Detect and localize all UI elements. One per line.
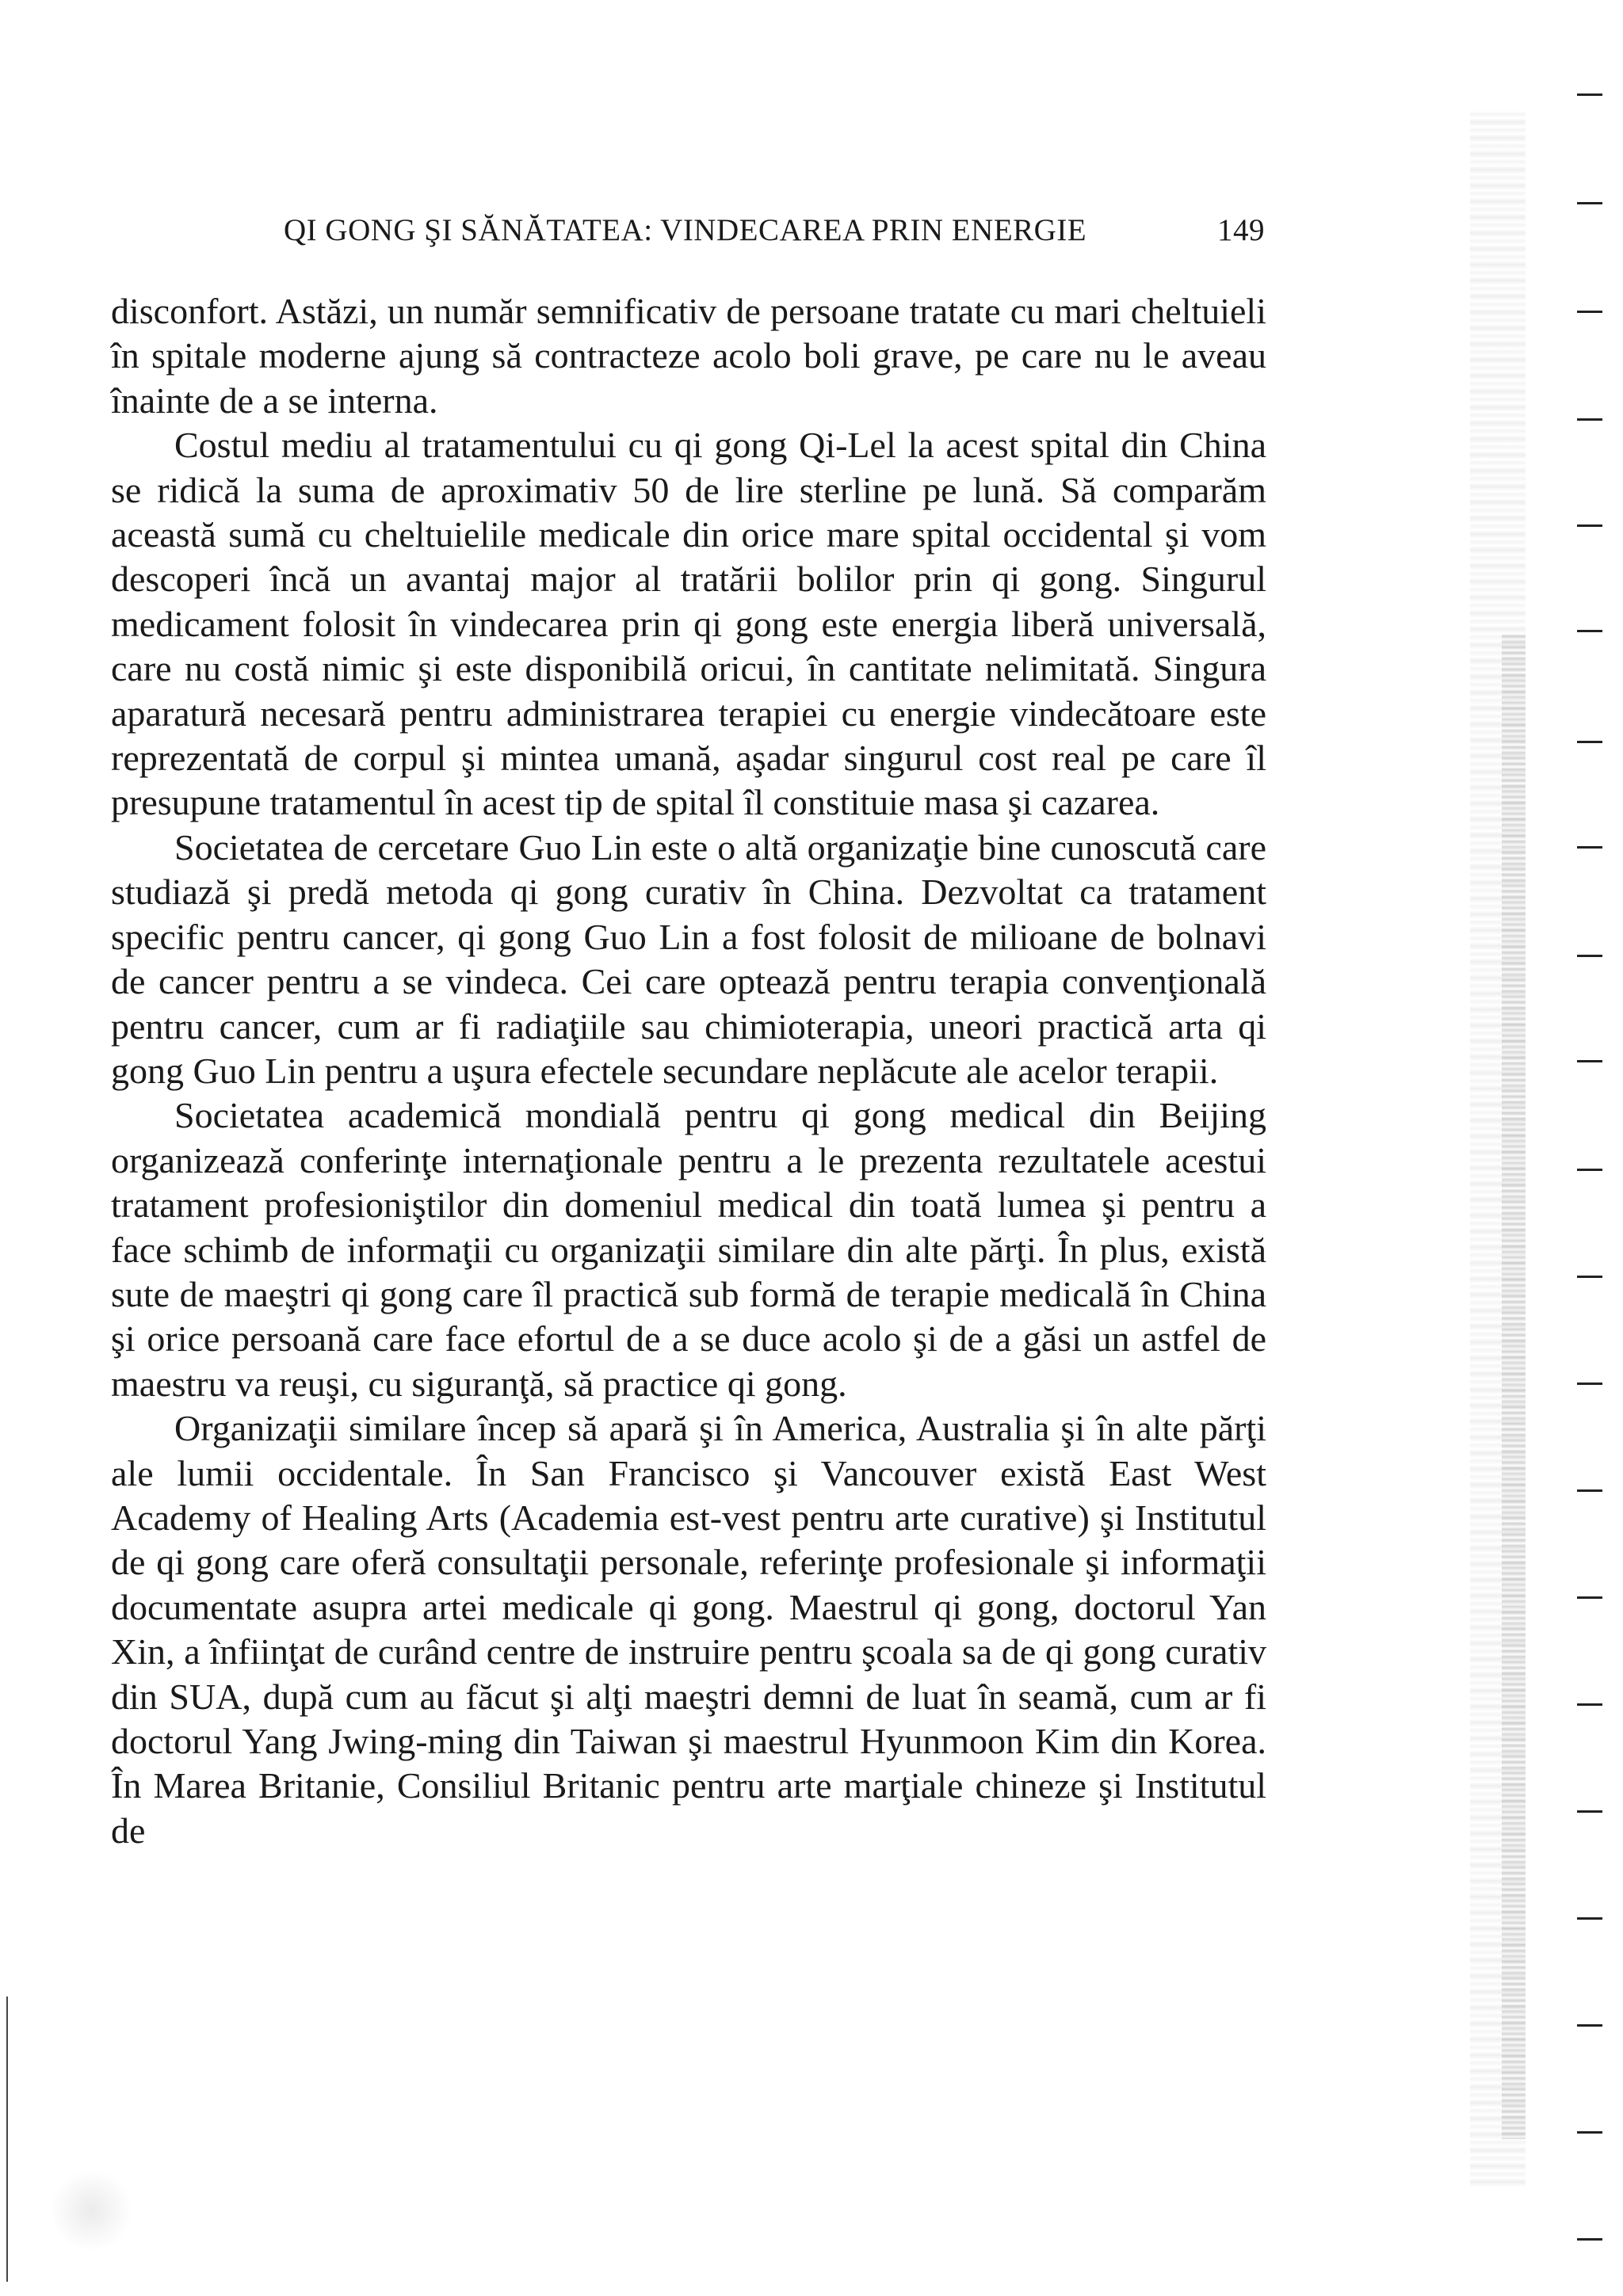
margin-tick xyxy=(1577,1060,1602,1062)
paragraph: Societatea academică mondială pentru qi gong medical din Beijing organizează conferinţe internaţionale pentru a le prezenta rezultatele acestui tratament profesioniştilor din domeniul medical din toată lumea şi pentru a face schimb de informaţii cu organizaţii similare din alte părţi. În plus, există sute de maeştri qi gong care îl practică sub formă de terapie medicală în China şi orice persoană care face efortul de a se duce acolo şi de a găsi un astfel de maestru va reuşi, cu siguranţă, să practice qi gong. xyxy=(111,1095,1266,1404)
scan-left-edge xyxy=(6,1997,8,2282)
page-number: 149 xyxy=(1217,213,1265,247)
running-title: QI GONG ŞI SĂNĂTATEA: VINDECAREA PRIN ENERGIE xyxy=(284,213,1087,247)
paragraph: Societatea de cercetare Guo Lin este o altă organizaţie bine cunoscută care studiază şi predă metoda qi gong curativ în China. Dezvoltat ca tratament specific pentru cancer, qi gong Guo Lin a fost folosit de milioane de bolnavi de cancer pentru a se vindeca. Cei care optează pentru terapia convenţională pentru cancer, cum ar fi radiaţiile sau chimioterapia, uneori practică arta qi gong Guo Lin pentru a uşura efectele secundare neplăcute ale acelor terapii. xyxy=(111,826,1266,1091)
margin-tick xyxy=(1577,1703,1602,1706)
margin-tick xyxy=(1577,955,1602,957)
margin-tick xyxy=(1577,2238,1602,2241)
paragraph: Costul mediu al tratamentului cu qi gong Qi-Lel la acest spital din China se ridică la suma de aproximativ 50 de lire sterline pe lună. Să comparăm această sumă cu cheltuielile medicale din orice mare spital occidental şi vom descoperi încă un avantaj major al tratării bolilor prin qi gong. Singurul medicament folosit în vindecarea prin qi gong este energia liberă universală, care nu costă nimic şi este disponibilă oricui, în cantitate nelimitată. Singura aparatură necesară pentru administrarea terapiei cu energie vindecătoare este reprezentată de corpul şi mintea umană, aşadar singurul cost real pe care îl presupune tratamentul în acest tip de spital îl constituie masa şi cazarea. xyxy=(111,425,1266,823)
margin-tick xyxy=(1577,1169,1602,1171)
scan-smudge xyxy=(48,2171,135,2250)
margin-tick xyxy=(1577,1383,1602,1385)
page-body xyxy=(111,289,1266,1853)
margin-tick xyxy=(1577,1596,1602,1599)
margin-tick xyxy=(1577,1489,1602,1492)
margin-tick xyxy=(1577,93,1602,96)
paragraph: disconfort. Astăzi, un număr semnificativ de persoane tratate cu mari cheltuieli în spitale moderne ajung să contracteze acolo boli grave, pe care nu le aveau înainte de a se interna. xyxy=(111,291,1266,421)
margin-tick xyxy=(1577,1917,1602,1920)
margin-tick xyxy=(1577,846,1602,849)
margin-tick xyxy=(1577,1276,1602,1278)
margin-tick xyxy=(1577,2024,1602,2027)
margin-tick xyxy=(1577,202,1602,204)
margin-tick xyxy=(1577,741,1602,743)
margin-tick xyxy=(1577,630,1602,632)
paragraph: Organizaţii similare încep să apară şi în America, Australia şi în alte părţi ale lumii occidentale. În San Francisco şi Vancouver există East West Academy of Healing Arts (Academia est-vest pentru arte curative) şi Institutul de qi gong care oferă consultaţii personale, referinţe profesionale şi informaţii documentate asupra artei medicale qi gong. Maestrul qi gong, doctorul Yan Xin, a înfiinţat de curând centre de instruire pentru şcoala sa de qi gong curativ din SUA, după cum au făcut şi alţi maeştri demni de luat în seamă, cum ar fi doctorul Yang Jwing-ming din Taiwan şi maestrul Hyunmoon Kim din Korea. În Marea Britanie, Consiliul Britanic pentru arte marţiale chineze şi Institutul de xyxy=(111,1408,1266,1851)
margin-tick xyxy=(1577,524,1602,527)
margin-tick xyxy=(1577,311,1602,313)
scan-edge-shadow xyxy=(1502,634,1526,2139)
margin-tick xyxy=(1577,418,1602,421)
margin-tick xyxy=(1577,1810,1602,1813)
running-header xyxy=(284,212,1265,268)
margin-tick xyxy=(1577,2131,1602,2134)
